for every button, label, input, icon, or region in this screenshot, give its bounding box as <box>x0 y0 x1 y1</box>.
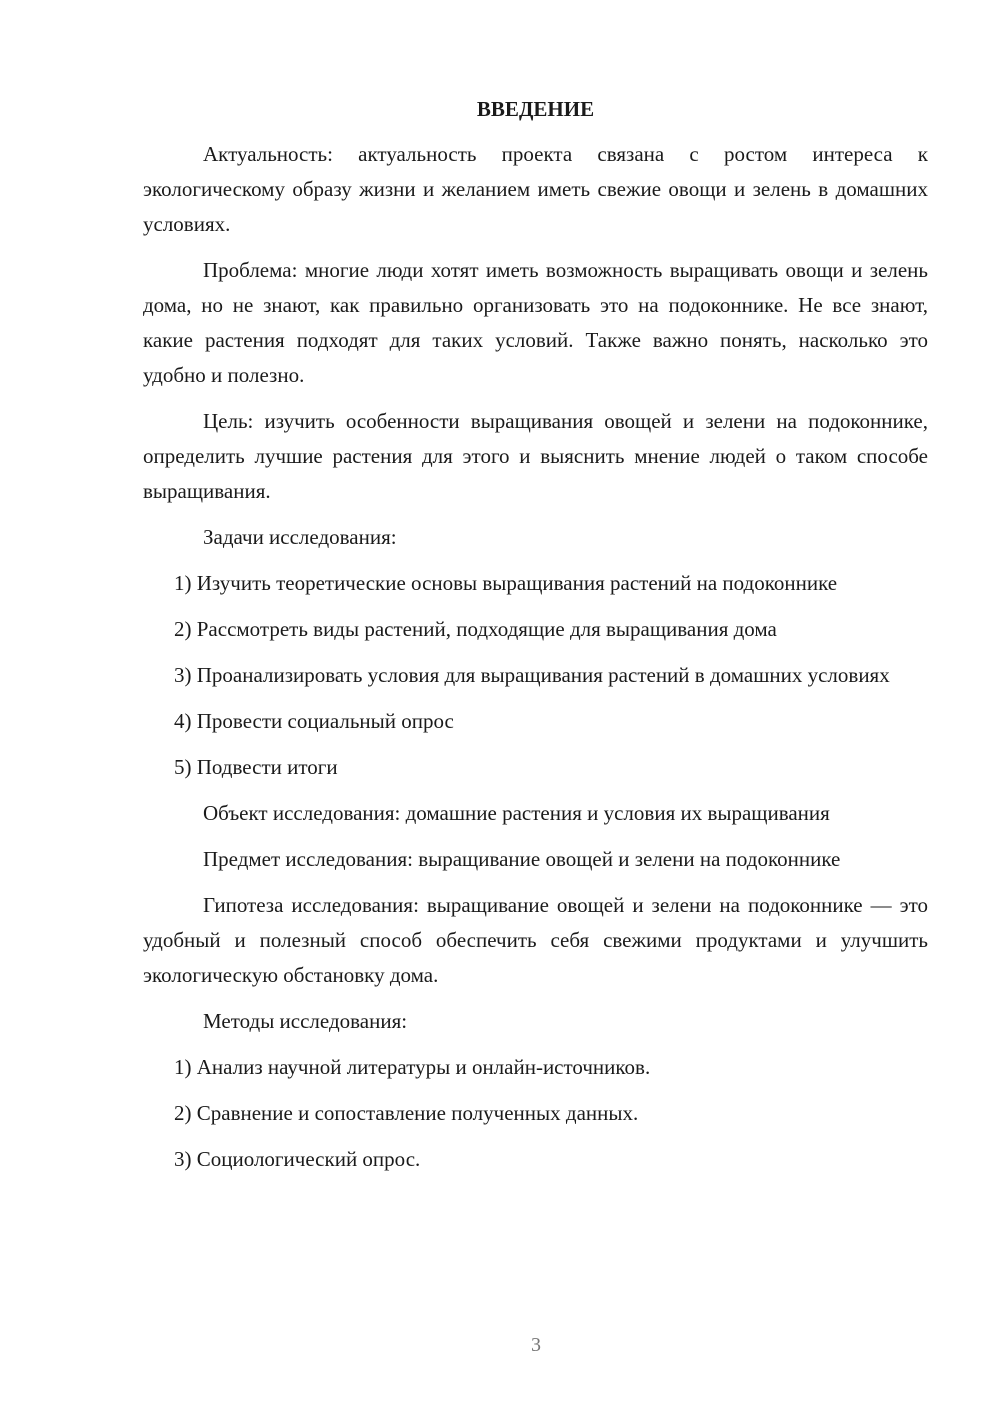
relevance-paragraph: Актуальность: актуальность проекта связана с ростом интереса к экологическому образу жизни и желанием иметь свежие овощи и зелень в домашних условиях. <box>143 142 928 236</box>
method-item: 1) Анализ научной литературы и онлайн-источников. <box>174 1055 651 1079</box>
problem-paragraph: Проблема: многие люди хотят иметь возможность выращивать овощи и зелень дома, но не знают, как правильно организовать это на подоконнике. Не все знают, какие растения подходят для таких условий. Также важно понять, насколько это удобно и полезно. <box>143 258 928 387</box>
methods-heading: Методы исследования: <box>203 1009 408 1033</box>
task-item: 4) Провести социальный опрос <box>174 709 454 733</box>
task-item: 2) Рассмотреть виды растений, подходящие для выращивания дома <box>174 617 777 641</box>
method-item: 3) Социологический опрос. <box>174 1147 421 1171</box>
method-item: 2) Сравнение и сопоставление полученных данных. <box>174 1101 639 1125</box>
object-paragraph: Объект исследования: домашние растения и условия их выращивания <box>203 801 830 825</box>
hypothesis-paragraph: Гипотеза исследования: выращивание овощей и зелени на подоконнике — это удобный и полезный способ обеспечить себя свежими продуктами и улучшить экологическую обстановку дома. <box>143 893 928 987</box>
task-item: 5) Подвести итоги <box>174 755 338 779</box>
page-number: 3 <box>531 1334 541 1356</box>
tasks-heading: Задачи исследования: <box>203 525 397 549</box>
document-page <box>143 92 928 1188</box>
goal-paragraph: Цель: изучить особенности выращивания овощей и зелени на подоконнике, определить лучшие растения для этого и выяснить мнение людей о таком способе выращивания. <box>143 409 928 503</box>
task-item: 3) Проанализировать условия для выращивания растений в домашних условиях <box>174 663 890 687</box>
section-title: ВВЕДЕНИЕ <box>476 97 595 121</box>
subject-paragraph: Предмет исследования: выращивание овощей и зелени на подоконнике <box>203 847 841 871</box>
task-item: 1) Изучить теоретические основы выращивания растений на подоконнике <box>174 571 838 595</box>
